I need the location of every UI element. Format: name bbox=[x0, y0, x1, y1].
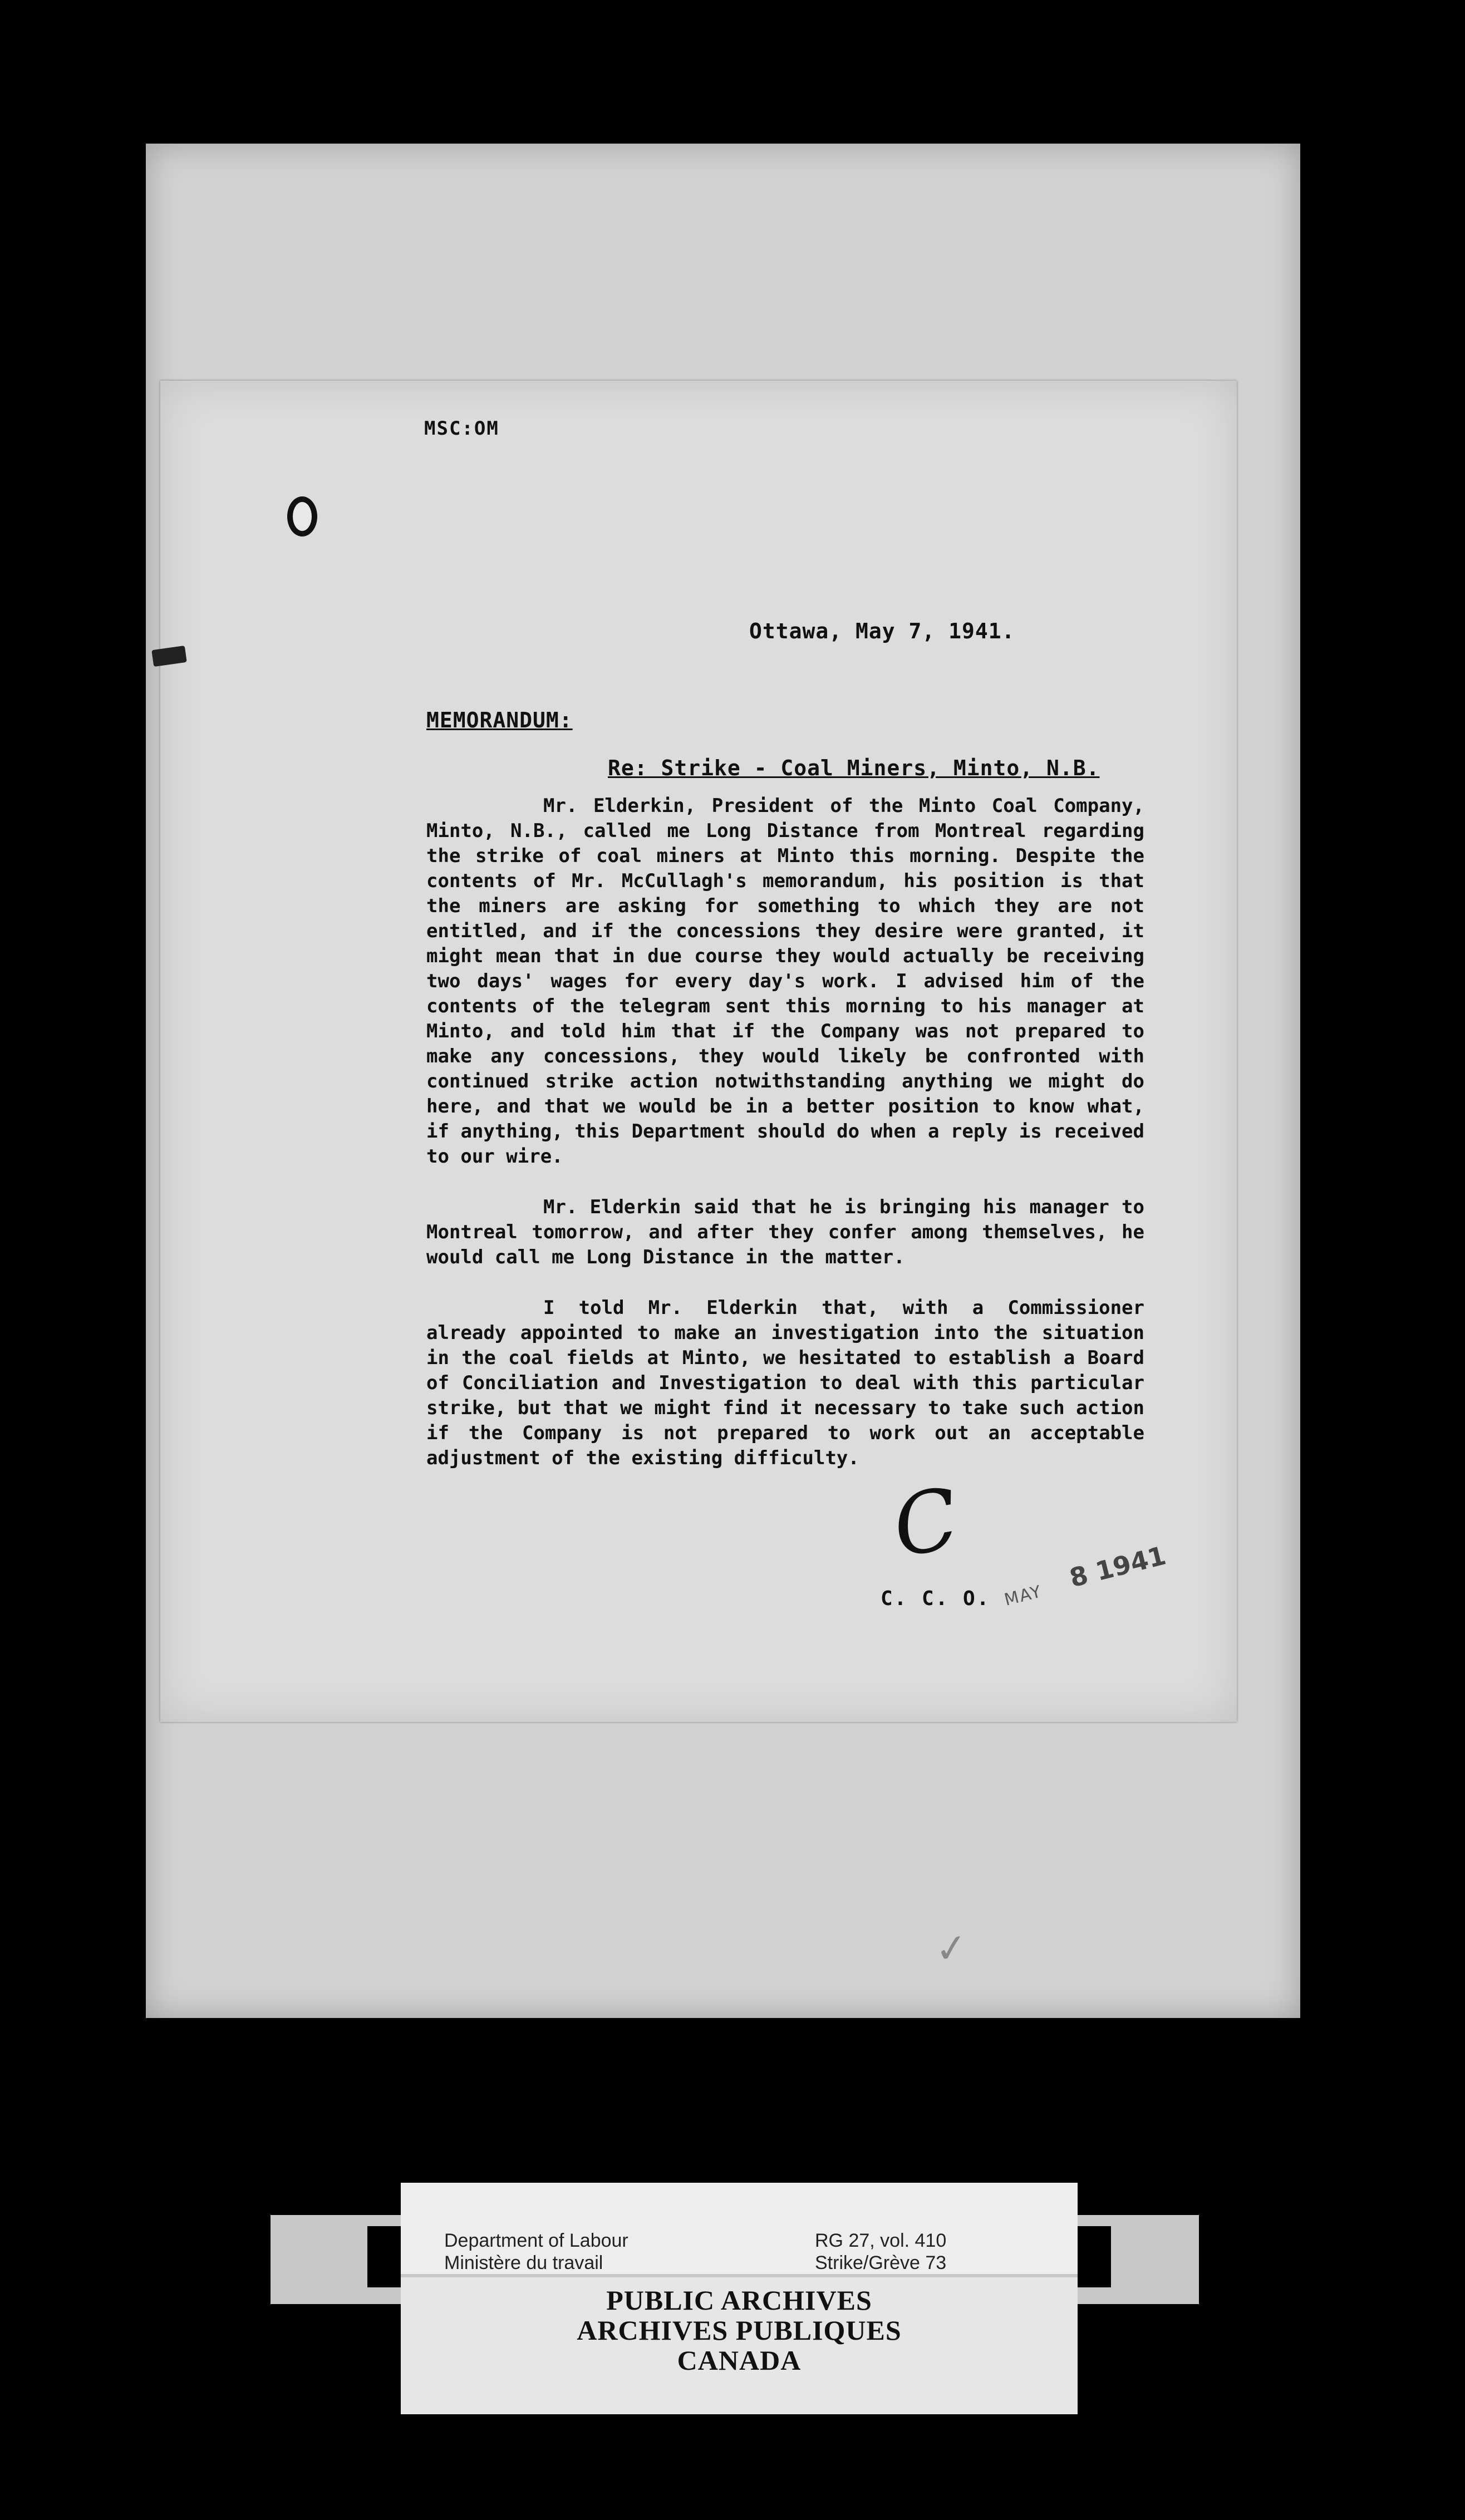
tag-dept-fr: Ministère du travail bbox=[444, 2252, 603, 2273]
memo-reference: MSC:OM bbox=[424, 417, 499, 440]
tag-ref-strike: Strike/Grève 73 bbox=[815, 2252, 947, 2273]
memo-page bbox=[160, 381, 1237, 1722]
tag-dept-en: Department of Labour bbox=[444, 2230, 628, 2251]
tag-title-fr: ARCHIVES PUBLIQUES bbox=[577, 2315, 902, 2346]
received-stamp-month: MAY bbox=[1002, 1582, 1044, 1610]
tag-title-canada: CANADA bbox=[677, 2345, 802, 2376]
memo-subject: Re: Strike - Coal Miners, Minto, N.B. bbox=[608, 756, 1100, 780]
memo-paragraph: I told Mr. Elderkin that, with a Commissioner already appointed to make an investigation into the situation in the coal fields at Minto, we hesitated to establish a Board of Conciliation and Investigation to deal with this particular strike, but that we might find it necessary to take such action if the Company is not prepared to work out an acceptable adjustment of the existing difficulty. bbox=[426, 1297, 1144, 1469]
memo-body bbox=[426, 794, 1144, 1497]
tag-ref-volume: RG 27, vol. 410 bbox=[815, 2230, 947, 2251]
handwritten-initial: C bbox=[886, 1470, 966, 1577]
tag-title-en: PUBLIC ARCHIVES bbox=[606, 2285, 872, 2316]
memo-paragraph: Mr. Elderkin, President of the Minto Coal Company, Minto, N.B., called me Long Distance from Montreal regarding the strike of coal miners at Minto this morning. Despite the contents of Mr. McCullagh's memorandum, his position is that the miners are asking for something to which they are not entitled, and if the concessions they desire were granted, it might mean that in due course they would actually be receiving two days' wages for every day's work. I advised him of the contents of the telegram sent this morning to his manager at Minto, and told him that if the Company was not prepared to make any concessions, they would likely be confronted with continued strike action notwithstanding anything we might do here, and that we would be in a better position to know what, if anything, this Department should do when a reply is received to our wire. bbox=[426, 795, 1144, 1168]
tag-notch-left bbox=[367, 2226, 401, 2287]
tag-notch-right bbox=[1078, 2226, 1111, 2287]
memo-paragraph: Mr. Elderkin said that he is bringing his manager to Montreal tomorrow, and after they confer among themselves, he would call me Long Distance in the matter. bbox=[426, 1196, 1144, 1268]
pencil-mark-icon: ✓ bbox=[932, 1924, 970, 1973]
punch-hole-icon bbox=[287, 496, 317, 537]
memo-signature: C. C. O. bbox=[881, 1587, 991, 1610]
memo-date: Ottawa, May 7, 1941. bbox=[749, 619, 1015, 643]
received-stamp-date: 8 1941 bbox=[1066, 1540, 1169, 1593]
memo-label: MEMORANDUM: bbox=[426, 708, 573, 732]
